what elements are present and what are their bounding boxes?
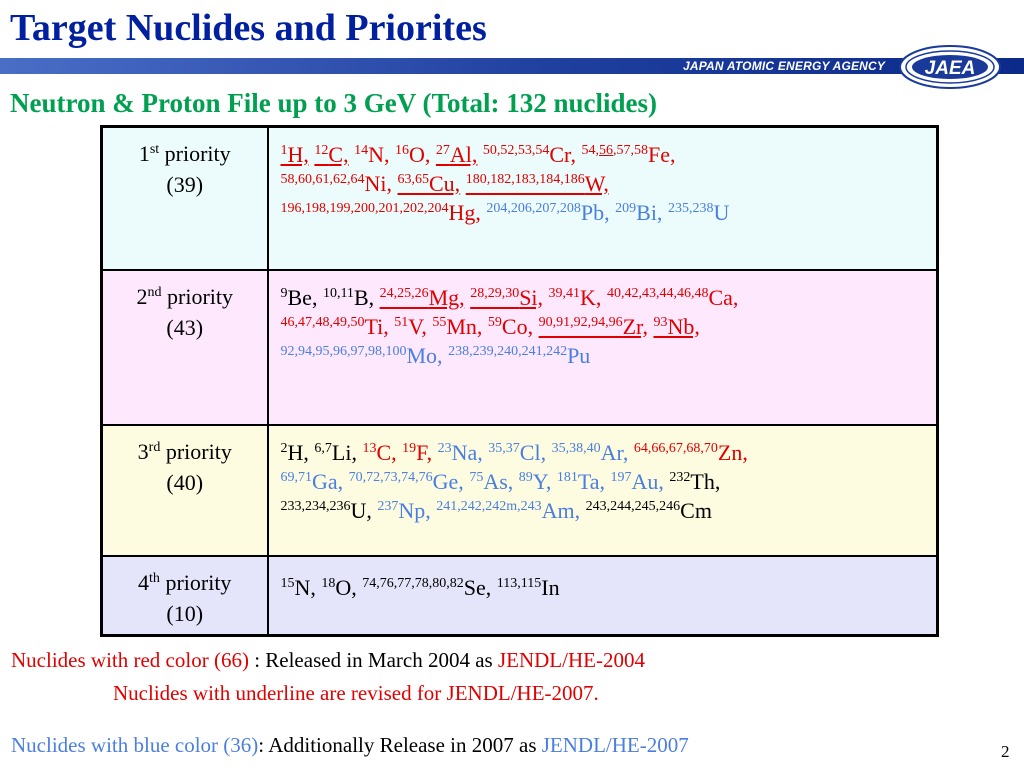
nuclide-entry <box>394 314 427 339</box>
nuclide-entry <box>321 575 356 600</box>
footnote-blue-label: Nuclides with blue color (36) <box>11 733 259 757</box>
element-symbol: Ti, <box>364 313 389 339</box>
element-symbol: Cl, <box>519 439 547 465</box>
mass-numbers: 196,198,199,200,201,202,204 <box>280 201 449 216</box>
element-symbol: V, <box>408 313 427 339</box>
nuclide-list-cell <box>268 127 938 270</box>
mass-numbers: 74,76,77,78,80,82 <box>362 575 464 591</box>
mass-numbers: 35,37 <box>488 440 520 456</box>
element-symbol: F, <box>416 439 433 465</box>
element-symbol: C, <box>328 142 349 167</box>
element-symbol: N, <box>368 142 390 167</box>
element-symbol: Zr, <box>622 313 648 339</box>
element-symbol: Cr, <box>549 142 576 167</box>
nuclide-entry <box>552 440 629 465</box>
nuclide-entry <box>668 200 729 225</box>
element-symbol: Pb, <box>580 200 610 225</box>
element-symbol: U <box>713 200 730 225</box>
nuclide-entry <box>557 469 605 494</box>
element-symbol: In <box>541 574 560 600</box>
nuclide-entry <box>281 575 316 600</box>
element-symbol: Li, <box>331 439 357 465</box>
nuclide-entry <box>438 440 483 465</box>
mass-numbers: 46,47,48,49,50 <box>280 314 365 330</box>
priority-row-2 <box>102 270 938 425</box>
mass-numbers: 19 <box>402 440 417 456</box>
nuclide-entry <box>488 440 546 465</box>
mass-numbers: 69,71 <box>280 469 312 485</box>
element-symbol: Y, <box>532 468 552 494</box>
nuclide-entry <box>436 142 478 167</box>
agency-name: JAPAN ATOMIC ENERGY AGENCY <box>683 59 886 73</box>
mass-numbers: 75 <box>469 469 484 485</box>
element-symbol: C, <box>376 439 397 465</box>
element-symbol: Ar, <box>600 439 629 465</box>
element-symbol: Nb, <box>667 313 700 339</box>
priority-label-cell <box>102 270 268 425</box>
nuclide-entry <box>549 285 602 310</box>
mass-numbers: 18 <box>321 575 336 591</box>
mass-numbers: 9 <box>280 285 288 301</box>
nuclide-line <box>281 312 929 341</box>
mass-numbers: 24,25,26 <box>379 285 429 301</box>
nuclide-entry <box>314 142 348 167</box>
element-symbol: B, <box>353 284 375 310</box>
priority-number: 3 <box>137 438 149 464</box>
element-symbol: K, <box>580 284 602 310</box>
mass-numbers <box>581 143 648 158</box>
priority-ordinal: th <box>149 570 160 586</box>
element-symbol: Be, <box>287 284 318 310</box>
mass-numbers: 28,29,30 <box>470 285 520 301</box>
mass-numbers: 64,66,67,68,70 <box>633 440 718 456</box>
mass-numbers: 6,7 <box>314 440 332 456</box>
nuclide-line <box>281 467 929 496</box>
nuclide-entry <box>448 343 590 368</box>
nuclide-line <box>281 496 929 525</box>
mass-numbers: 12 <box>314 143 329 158</box>
nuclide-entry <box>349 469 464 494</box>
footnote-underline: Nuclides with underline are revised for JENDL/HE-2007. <box>113 681 599 705</box>
mass-numbers: 35,38,40 <box>551 440 601 456</box>
nuclide-entry <box>586 498 712 523</box>
element-symbol: Th, <box>690 468 721 494</box>
priority-count: (40) <box>166 469 204 495</box>
priority-ordinal: rd <box>148 439 161 455</box>
nuclide-entry <box>395 142 430 167</box>
element-symbol: Am, <box>541 497 581 523</box>
element-symbol: Mo, <box>406 342 443 368</box>
nuclide-entry <box>634 440 748 465</box>
footnote-blue-text: : Additionally Release in 2007 as <box>258 733 542 757</box>
page-number: 2 <box>1001 742 1010 761</box>
page-title: Target Nuclides and Priorites <box>10 7 487 49</box>
nuclide-entry <box>281 314 389 339</box>
nuclide-entry <box>607 285 738 310</box>
nuclide-entry <box>398 171 461 196</box>
mass-numbers: 1 <box>280 143 288 158</box>
nuclide-entry <box>281 285 318 310</box>
priority-number: 4 <box>138 569 150 595</box>
mass-numbers: 181 <box>556 469 578 485</box>
nuclide-entry <box>432 314 482 339</box>
footnote-blue-ref: JENDL/HE-2007 <box>541 733 689 757</box>
priority-label-cell <box>102 425 268 556</box>
element-symbol: Pu <box>567 342 591 368</box>
element-symbol: Ca, <box>708 284 739 310</box>
nuclide-entry <box>615 200 662 225</box>
element-symbol: O, <box>335 574 357 600</box>
footnote-red-text: : Released in March 2004 as <box>248 648 498 672</box>
nuclide-entry <box>377 498 430 523</box>
mass-numbers: 93 <box>653 314 668 330</box>
element-symbol: Bi, <box>636 200 663 225</box>
nuclide-priority-table <box>100 125 939 637</box>
nuclide-entry <box>362 440 396 465</box>
nuclide-entry <box>519 469 552 494</box>
element-symbol: Ni, <box>364 171 392 196</box>
element-symbol: O, <box>408 142 431 167</box>
element-symbol: Al, <box>449 142 478 167</box>
mass-numbers: 180,182,183,184,186 <box>465 172 585 187</box>
nuclide-entry <box>669 469 720 494</box>
element-symbol: Na, <box>451 439 483 465</box>
mass-numbers: 50,52,53,54 <box>482 143 550 158</box>
mass-numbers: 197 <box>610 469 632 485</box>
priority-ordinal: st <box>149 142 160 157</box>
priority-label-cell <box>102 556 268 636</box>
mass-numbers: 241,242,242m,243 <box>436 498 542 514</box>
element-symbol: Cu, <box>429 171 461 196</box>
footnote-red-ref: JENDL/HE-2004 <box>497 648 645 672</box>
priority-word: priority <box>159 569 232 595</box>
nuclide-entry <box>281 171 393 196</box>
nuclide-entry <box>281 142 309 167</box>
priority-count: (10) <box>166 600 204 626</box>
footnote-blue-release <box>11 733 689 758</box>
element-symbol: Se, <box>463 574 492 600</box>
priority-count: (43) <box>166 314 204 340</box>
priority-label-cell <box>102 127 268 270</box>
mass-numbers: 13 <box>362 440 377 456</box>
mass-number-part: 56 <box>598 143 613 158</box>
nuclide-entry <box>281 469 344 494</box>
priority-row-4 <box>102 556 938 636</box>
element-symbol: W, <box>584 171 609 196</box>
mass-numbers: 40,42,43,44,46,48 <box>606 285 709 301</box>
priority-row-1 <box>102 127 938 270</box>
mass-numbers: 39,41 <box>548 285 581 301</box>
priority-count: (39) <box>166 172 204 197</box>
logo-text: JAEA <box>924 58 976 79</box>
element-symbol: U, <box>350 497 372 523</box>
nuclide-line <box>281 169 929 198</box>
jaea-logo <box>898 44 1002 90</box>
mass-numbers: 23 <box>437 440 452 456</box>
mass-numbers: 238,239,240,241,242 <box>448 343 568 359</box>
mass-numbers: 58,60,61,62,64 <box>280 172 365 187</box>
element-symbol: Ge, <box>432 468 464 494</box>
mass-number-part: 54, <box>581 143 599 158</box>
nuclide-entry <box>402 440 432 465</box>
mass-numbers: 55 <box>432 314 447 330</box>
nuclide-entry <box>470 285 543 310</box>
nuclide-list-cell <box>268 556 938 636</box>
nuclide-entry <box>281 200 481 225</box>
mass-number-part: ,57,58 <box>612 143 648 158</box>
mass-numbers: 15 <box>280 575 295 591</box>
priority-ordinal: nd <box>147 284 162 300</box>
element-symbol: Ta, <box>577 468 605 494</box>
priority-number: 1 <box>138 141 150 166</box>
nuclide-entry <box>539 314 648 339</box>
nuclide-entry <box>611 469 664 494</box>
nuclide-entry <box>581 142 675 167</box>
nuclide-entry <box>281 343 443 368</box>
nuclide-entry <box>483 142 576 167</box>
nuclide-entry <box>323 285 374 310</box>
priority-word: priority <box>159 141 231 166</box>
nuclide-entry <box>281 498 372 523</box>
priority-number: 2 <box>136 283 148 309</box>
priority-row-3 <box>102 425 938 556</box>
nuclide-entry <box>436 498 580 523</box>
nuclide-entry <box>497 575 560 600</box>
element-symbol: H, <box>287 142 309 167</box>
element-symbol: Cm <box>680 497 712 523</box>
mass-numbers: 51 <box>394 314 409 330</box>
footnote-red-label: Nuclides with red color (66) <box>11 648 249 672</box>
element-symbol: Hg, <box>448 200 481 225</box>
element-symbol: Np, <box>398 497 431 523</box>
mass-numbers: 204,206,207,208 <box>486 201 581 216</box>
nuclide-line <box>281 283 929 312</box>
element-symbol: Si, <box>519 284 544 310</box>
footnote-red-release <box>11 648 645 673</box>
mass-numbers: 2 <box>280 440 288 456</box>
mass-numbers: 63,65 <box>397 172 429 187</box>
mass-numbers: 16 <box>394 143 409 158</box>
mass-numbers: 89 <box>518 469 533 485</box>
element-symbol: Fe, <box>647 142 676 167</box>
mass-numbers: 235,238 <box>667 201 714 216</box>
mass-numbers: 27 <box>435 143 450 158</box>
nuclide-entry <box>380 285 465 310</box>
nuclide-entry <box>486 200 609 225</box>
element-symbol: Co, <box>501 313 534 339</box>
nuclide-line <box>281 198 929 227</box>
nuclide-entry <box>314 440 357 465</box>
subtitle: Neutron & Proton File up to 3 GeV (Total: 132 nuclides) <box>10 88 658 118</box>
nuclide-line <box>281 341 929 370</box>
mass-numbers: 70,72,73,74,76 <box>348 469 433 485</box>
nuclide-line <box>281 573 929 602</box>
nuclide-list-cell <box>268 425 938 556</box>
mass-numbers: 14 <box>354 143 369 158</box>
nuclide-entry <box>362 575 491 600</box>
element-symbol: Zn, <box>717 439 748 465</box>
element-symbol: Mg, <box>428 284 465 310</box>
priority-word: priority <box>160 438 232 464</box>
nuclide-entry <box>469 469 513 494</box>
mass-numbers: 90,91,92,94,96 <box>538 314 623 330</box>
element-symbol: N, <box>294 574 316 600</box>
mass-numbers: 59 <box>487 314 502 330</box>
nuclide-line <box>281 140 929 169</box>
nuclide-entry <box>466 171 609 196</box>
element-symbol: Ga, <box>312 468 344 494</box>
nuclide-entry <box>653 314 699 339</box>
mass-numbers: 92,94,95,96,97,98,100 <box>280 343 407 359</box>
nuclide-entry <box>354 142 389 167</box>
mass-numbers: 237 <box>377 498 399 514</box>
element-symbol: As, <box>483 468 514 494</box>
nuclide-line <box>281 438 929 467</box>
mass-numbers: 113,115 <box>496 575 542 591</box>
mass-numbers: 233,234,236 <box>280 498 351 514</box>
element-symbol: H, <box>287 439 309 465</box>
nuclide-entry <box>488 314 533 339</box>
mass-numbers: 232 <box>669 469 691 485</box>
element-symbol: Mn, <box>446 313 483 339</box>
priority-word: priority <box>161 283 233 309</box>
mass-numbers: 243,244,245,246 <box>585 498 681 514</box>
nuclide-list-cell <box>268 270 938 425</box>
mass-numbers: 209 <box>615 201 637 216</box>
element-symbol: Au, <box>631 468 664 494</box>
nuclide-entry <box>281 440 309 465</box>
mass-numbers: 10,11 <box>322 285 354 301</box>
